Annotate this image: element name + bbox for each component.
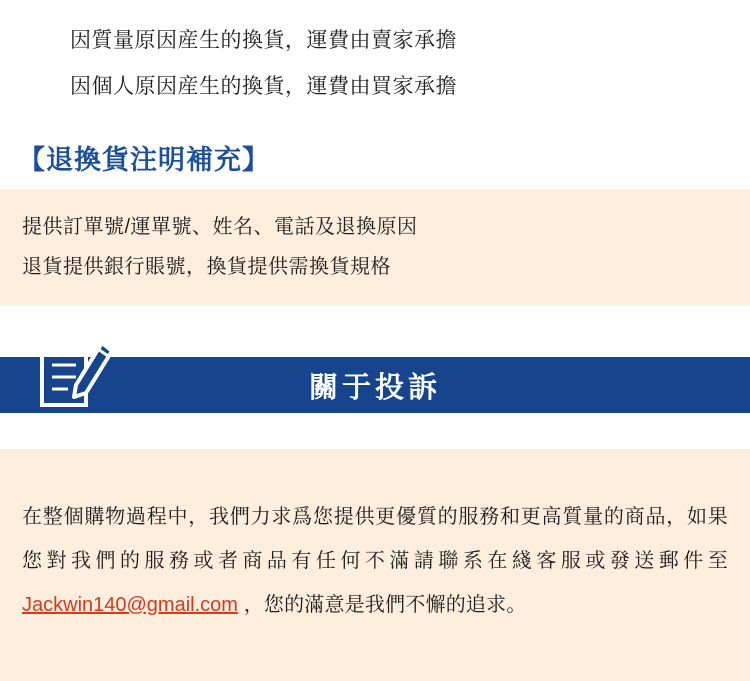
return-note-line: 提供訂單號/運單號、姓名、電話及退換原因 bbox=[22, 216, 418, 238]
top-notes-block bbox=[0, 0, 750, 110]
return-section-panel bbox=[0, 189, 750, 305]
complaint-text-after-email: ，您的滿意是我們不懈的追求。 bbox=[237, 594, 527, 616]
complaint-banner bbox=[0, 357, 750, 419]
return-section-heading: 【退換貨注明補充】 bbox=[18, 145, 270, 175]
top-note-line: 因質量原因産生的換貨，運費由賣家承擔 bbox=[70, 29, 457, 52]
top-note-line: 因個人原因産生的換貨，運費由買家承擔 bbox=[70, 75, 457, 98]
pencil-note-icon bbox=[36, 335, 114, 415]
return-note-line: 退貨提供銀行賬號，換貨提供需換貨規格 bbox=[22, 256, 391, 278]
complaint-banner-title: 關于投訴 bbox=[308, 371, 441, 404]
complaint-paragraph bbox=[22, 495, 728, 627]
support-email-link[interactable]: Jackwin140@gmail.com bbox=[22, 594, 238, 616]
complaint-text-panel bbox=[0, 449, 750, 681]
complaint-text-before-email: 在整個購物過程中，我們力求爲您提供更優質的服務和更高質量的商品，如果您對我們的服務或者商品有任何不滿請聯系在綫客服或發送郵件至 bbox=[22, 506, 728, 572]
